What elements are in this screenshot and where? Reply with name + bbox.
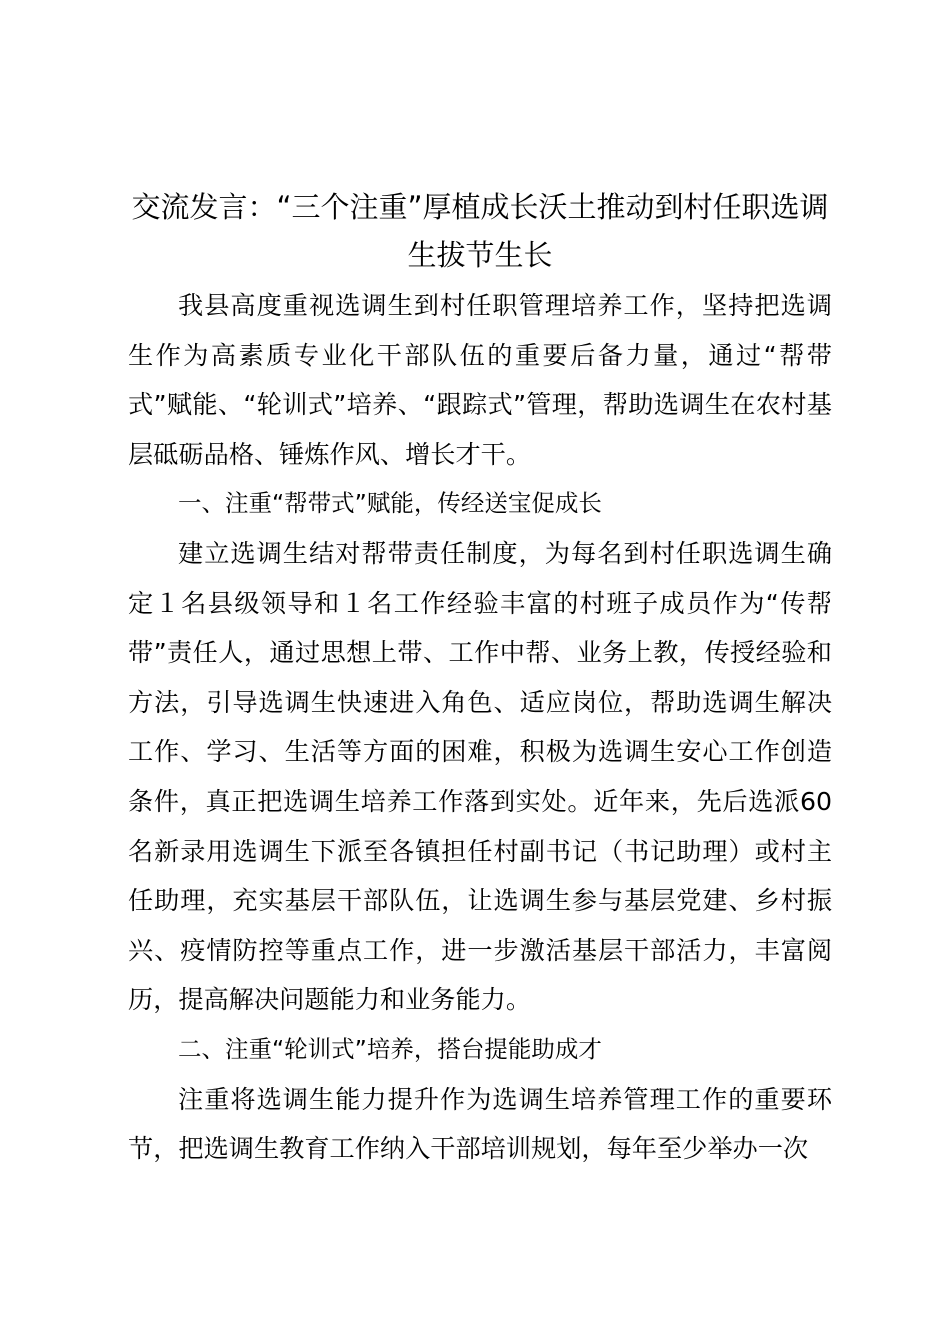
section-heading-2: 二、注重“轮训式”培养，搭台提能助成才 bbox=[178, 1034, 602, 1063]
section-heading-1: 一、注重“帮带式”赋能，传经送宝促成长 bbox=[178, 489, 602, 518]
paragraph-intro: 我县高度重视选调生到村任职管理培养工作，坚持把选调生作为高素质专业化干部队伍的重要后备力量，通过“帮带式”赋能、“轮训式”培养、“跟踪式”管理，帮助选调生在农村基层砥砺品格、锤炼作风、增长才干。 bbox=[128, 291, 832, 469]
paragraph-section-1: 建立选调生结对帮带责任制度，为每名到村任职选调生确定１名县级领导和１名工作经验丰富的村班子成员作为“传帮带”责任人，通过思想上带、工作中帮、业务上教，传授经验和方法，引导选调生快速进入角色、适应岗位，帮助选调生解决工作、学习、生活等方面的困难，积极为选调生安心工作创造条件，真正把选调生培养工作落到实处。近年来，先后选派60名新录用选调生下派至各镇担任村副书记（书记助理）或村主任助理，充实基层干部队伍，让选调生参与基层党建、乡村振兴、疫情防控等重点工作，进一步激活基层干部活力，丰富阅历，提高解决问题能力和业务能力。 bbox=[128, 538, 832, 1015]
document-title: 交流发言：“三个注重”厚植成长沃土推动到村任职选调生拔节生长 bbox=[131, 190, 829, 272]
paragraph-section-2: 注重将选调生能力提升作为选调生培养管理工作的重要环节，把选调生教育工作纳入干部培训规划，每年至少举办一次 bbox=[128, 1084, 832, 1164]
document-body bbox=[128, 183, 832, 1174]
